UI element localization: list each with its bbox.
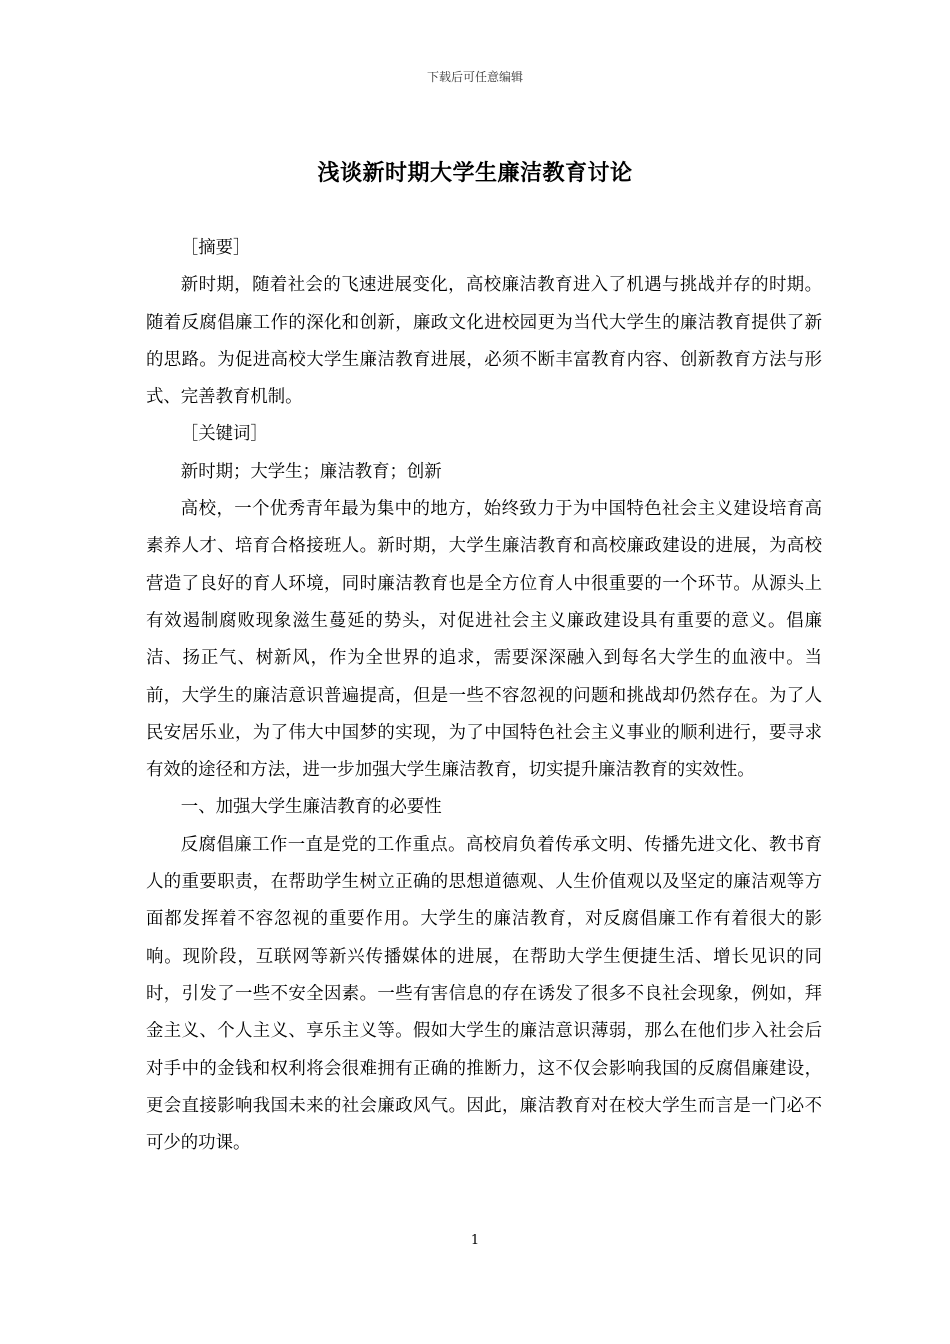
keywords-text: 新时期；大学生；廉洁教育；创新	[180, 461, 442, 482]
document-body	[146, 230, 822, 1162]
abstract-text: 新时期，随着社会的飞速进展变化，高校廉洁教育进入了机遇与挑战并存的时期。随着反腐倡廉工作的深化和创新，廉政文化进校园更为当代大学生的廉洁教育提供了新的思路。为促进高校大学生廉洁教育进展，必须不断丰富教育内容、创新教育方法与形式、完善教育机制。	[146, 275, 822, 408]
section-paragraph: 反腐倡廉工作一直是党的工作重点。高校肩负着传承文明、传播先进文化、教书育人的重要职责，在帮助学生树立正确的思想道德观、人生价值观以及坚定的廉洁观等方面都发挥着不容忽视的重要作用。大学生的廉洁教育，对反腐倡廉工作有着很大的影响。现阶段，互联网等新兴传播媒体的进展，在帮助大学生便捷生活、增长见识的同时，引发了一些不安全因素。一些有害信息的存在诱发了很多不良社会现象，例如，拜金主义、个人主义、享乐主义等。假如大学生的廉洁意识薄弱，那么在他们步入社会后对手中的金钱和权利将会很难拥有正确的推断力，这不仅会影响我国的反腐倡廉建设，更会直接影响我国未来的社会廉政风气。因此，廉洁教育对在校大学生而言是一门必不可少的功课。	[146, 834, 822, 1154]
document-title: 浅谈新时期大学生廉洁教育讨论	[317, 160, 633, 186]
intro-paragraph: 高校，一个优秀青年最为集中的地方，始终致力于为中国特色社会主义建设培育高素养人才、培育合格接班人。新时期，大学生廉洁教育和高校廉政建设的进展，为高校营造了良好的育人环境，同时廉洁教育也是全方位育人中很重要的一个环节。从源头上有效遏制腐败现象滋生蔓延的势头，对促进社会主义廉政建设具有重要的意义。倡廉洁、扬正气、树新风，作为全世界的追求，需要深深融入到每名大学生的血液中。当前，大学生的廉洁意识普遍提高，但是一些不容忽视的问题和挑战却仍然存在。为了人民安居乐业，为了伟大中国梦的实现，为了中国特色社会主义事业的顺利进行，要寻求有效的途径和方法，进一步加强大学生廉洁教育，切实提升廉洁教育的实效性。	[146, 499, 822, 781]
section-heading: 一、加强大学生廉洁教育的必要性	[180, 797, 442, 818]
page-number: 1	[470, 1233, 480, 1248]
keywords-heading: ［关键词］	[180, 424, 268, 445]
header-note: 下载后可任意编辑	[426, 70, 523, 84]
abstract-heading: ［摘要］	[180, 238, 251, 258]
